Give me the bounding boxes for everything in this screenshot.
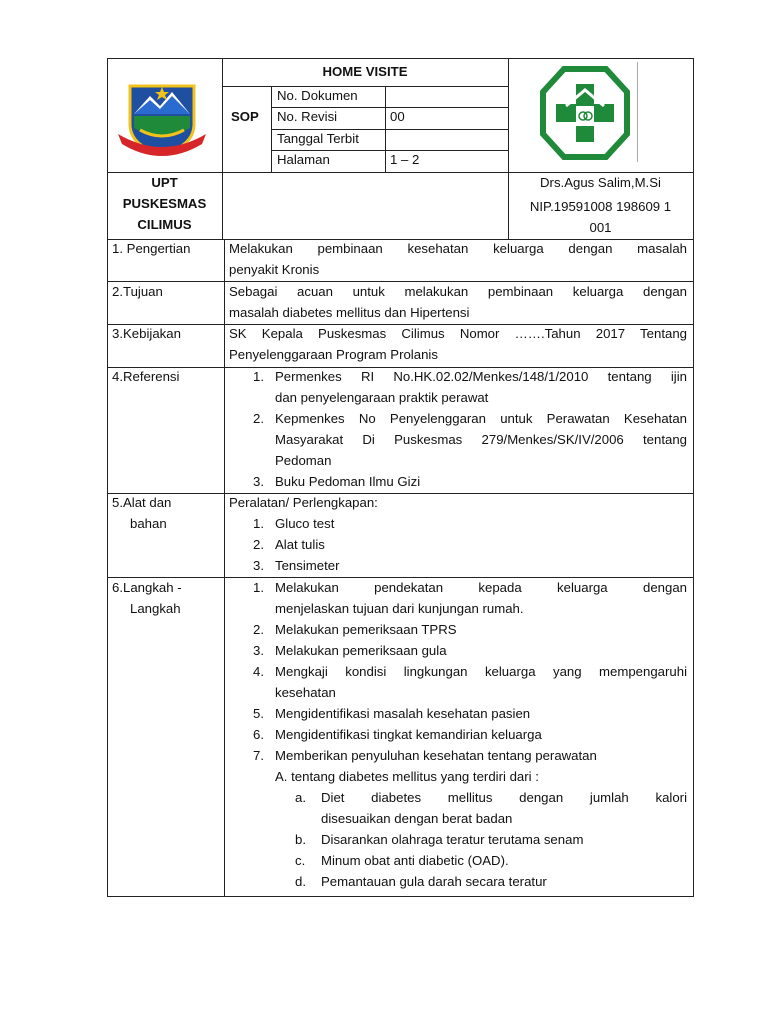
meta-label-dokumen: No. Dokumen xyxy=(277,88,358,103)
signer-name: Drs.Agus Salim,M.Si xyxy=(540,175,661,190)
langkah-item-1-number: 1. xyxy=(253,580,264,595)
langkah-item-1-line-2: menjelaskan tujuan dari kunjungan rumah. xyxy=(275,601,524,616)
langkah-item-7-line-1: Memberikan penyuluhan kesehatan tentang perawatan xyxy=(275,748,597,763)
referensi-item-2-line-3: Pedoman xyxy=(275,453,332,468)
langkah-item-6-number: 6. xyxy=(253,727,264,742)
langkah-item-5-line-1: Mengidentifikasi masalah kesehatan pasien xyxy=(275,706,531,721)
langkah-sub-item-b-number: b. xyxy=(295,832,306,847)
langkah-sub-item-a-line-1: Diet diabetes mellitus dengan jumlah kalori xyxy=(321,790,687,805)
document-title: HOME VISITE xyxy=(322,64,408,79)
signer-nip-2: 001 xyxy=(589,220,612,235)
meta-label-revisi: No. Revisi xyxy=(277,109,338,124)
alat-item-3-number: 3. xyxy=(253,558,264,573)
kebijakan-text-line-1: SK Kepala Puskesmas Cilimus Nomor …….Tahun 2017 Tentang xyxy=(229,326,687,341)
section-label-referensi: 4.Referensi xyxy=(112,369,180,384)
langkah-item-4-line-1: Mengkaji kondisi lingkungan keluarga yang mempengaruhi xyxy=(275,664,687,679)
langkah-sub-item-c-number: c. xyxy=(295,853,306,868)
org-name-line-1: UPT xyxy=(151,175,178,190)
tujuan-text-line-1: Sebagai acuan untuk melakukan pembinaan keluarga dengan xyxy=(229,284,687,299)
langkah-sub-item-a-number: a. xyxy=(295,790,306,805)
langkah-sub-item-d-line-1: Pemantauan gula darah secara teratur xyxy=(321,874,547,889)
langkah-item-6-line-1: Mengidentifikasi tingkat kemandirian keluarga xyxy=(275,727,542,742)
tujuan-text-line-2: masalah diabetes mellitus dan Hipertensi xyxy=(229,305,470,320)
langkah-item-5-number: 5. xyxy=(253,706,264,721)
meta-label-tanggal: Tanggal Terbit xyxy=(277,131,359,146)
langkah-item-3-line-1: Melakukan pemeriksaan gula xyxy=(275,643,447,658)
signer-nip-1: NIP.19591008 198609 1 xyxy=(529,199,672,214)
referensi-item-2-line-1: Kepmenkes No Penyelenggaran untuk Perawatan Kesehatan xyxy=(275,411,687,426)
section-label-tujuan: 2.Tujuan xyxy=(112,284,163,299)
sop-label: SOP xyxy=(231,109,259,124)
langkah-item-7-number: 7. xyxy=(253,748,264,763)
org-name-line-2: PUSKESMAS xyxy=(122,196,207,211)
alat-item-2-number: 2. xyxy=(253,537,264,552)
referensi-item-3-line-1: Buku Pedoman Ilmu Gizi xyxy=(275,474,421,489)
langkah-sub-item-a-line-2: disesuaikan dengan berat badan xyxy=(321,811,513,826)
section-label-langkah-2: Langkah xyxy=(130,601,181,616)
alat-item-2-text: Alat tulis xyxy=(275,537,325,552)
langkah-item-4-line-2: kesehatan xyxy=(275,685,336,700)
referensi-item-2-line-2: Masyarakat Di Puskesmas 279/Menkes/SK/IV/2006 tentang xyxy=(275,432,687,447)
referensi-item-3-number: 3. xyxy=(253,474,264,489)
alat-item-1-number: 1. xyxy=(253,516,264,531)
langkah-item-4-number: 4. xyxy=(253,664,264,679)
alat-item-1-text: Gluco test xyxy=(275,516,335,531)
meta-label-halaman: Halaman xyxy=(277,152,330,167)
referensi-item-2-number: 2. xyxy=(253,411,264,426)
pengertian-text-line-2: penyakit Kronis xyxy=(229,262,320,277)
section-label-alat-1: 5.Alat dan xyxy=(112,495,172,510)
langkah-item-3-number: 3. xyxy=(253,643,264,658)
langkah-sub-item-d-number: d. xyxy=(295,874,306,889)
langkah-sub-heading: A. tentang diabetes mellitus yang terdiri dari : xyxy=(275,769,539,784)
section-label-kebijakan: 3.Kebijakan xyxy=(112,326,181,341)
alat-item-3-text: Tensimeter xyxy=(275,558,340,573)
kebijakan-text-line-2: Penyelenggaraan Program Prolanis xyxy=(229,347,438,362)
langkah-sub-item-b-line-1: Disarankan olahraga teratur terutama senam xyxy=(321,832,584,847)
langkah-item-1-line-1: Melakukan pendekatan kepada keluarga dengan xyxy=(275,580,687,595)
referensi-item-1-line-1: Permenkes RI No.HK.02.02/Menkes/148/1/2010 tentang ijin xyxy=(275,369,687,384)
pengertian-text-line-1: Melakukan pembinaan kesehatan keluarga dengan masalah xyxy=(229,241,687,256)
section-label-pengertian: 1. Pengertian xyxy=(112,241,191,256)
langkah-item-2-line-1: Melakukan pemeriksaan TPRS xyxy=(275,622,457,637)
referensi-item-1-number: 1. xyxy=(253,369,264,384)
logo-divider xyxy=(637,62,638,162)
meta-value-halaman: 1 – 2 xyxy=(390,152,420,167)
org-name-line-3: CILIMUS xyxy=(137,217,192,232)
section-label-alat-2: bahan xyxy=(130,516,167,531)
section-label-langkah-1: 6.Langkah - xyxy=(112,580,182,595)
langkah-sub-item-c-line-1: Minum obat anti diabetic (OAD). xyxy=(321,853,509,868)
referensi-item-1-line-2: dan penyelengaraan praktik perawat xyxy=(275,390,489,405)
langkah-item-2-number: 2. xyxy=(253,622,264,637)
puskesmas-logo xyxy=(540,66,630,160)
meta-value-revisi: 00 xyxy=(390,109,405,124)
alat-intro: Peralatan/ Perlengkapan: xyxy=(229,495,378,510)
district-emblem-logo xyxy=(116,78,208,158)
